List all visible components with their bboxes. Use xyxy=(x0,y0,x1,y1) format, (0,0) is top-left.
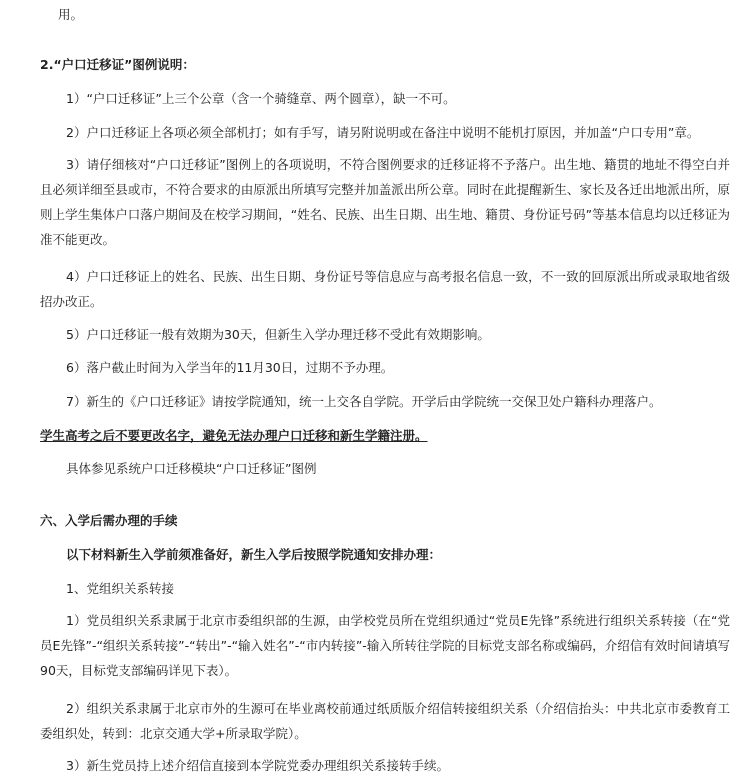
section-heading-residence-permit: 2.“户口迁移证”图例说明： xyxy=(40,57,195,72)
section-heading-enrollment-procedures: 六、入学后需办理的手续 xyxy=(40,513,178,528)
text-fragment: 用。 xyxy=(58,7,84,22)
section-intro: 以下材料新生入学前须准备好，新生入学后按照学院通知安排办理： xyxy=(66,547,442,562)
list-item: 2）户口迁移证上各项必须全部机打；如有手写，请另附说明或在备注中说明不能机打原因，并加盖“户口专用”章。 xyxy=(66,125,700,140)
list-item: 2）组织关系隶属于北京市外的生源可在毕业离校前通过纸质版介绍信转接组织关系（介绍信抬头：中共北京市委教育工委组织处，转到：北京交通大学+所录取学院）。 xyxy=(40,701,730,741)
list-item: 7）新生的《户口迁移证》请按学院通知，统一上交各自学院。开学后由学院统一交保卫处户籍科办理落户。 xyxy=(66,394,662,409)
name-change-warning: 学生高考之后不要更改名字，避免无法办理户口迁移和新生学籍注册。 xyxy=(40,428,428,443)
list-item: 5）户口迁移证一般有效期为30天，但新生入学办理迁移不受此有效期影响。 xyxy=(66,327,490,342)
list-item: 1）“户口迁移证”上三个公章（含一个骑缝章、两个圆章），缺一不可。 xyxy=(66,91,456,106)
list-item: 1）党员组织关系隶属于北京市委组织部的生源，由学校党员所在党组织通过“党员E先锋”系统进行组织关系转接（在“党员E先锋”-“组织关系转接”-“转出”-“输入姓名”-“市内转接”-输入所转往学院的目标党支部名称或编码，介绍信有效时间请填写90天，目标党支部编码详见下表）。 xyxy=(40,613,730,678)
subsection-heading-party-transfer: 1、党组织关系转接 xyxy=(66,581,174,596)
list-item: 3）请仔细核对“户口迁移证”图例上的各项说明，不符合图例要求的迁移证将不予落户。出生地、籍贯的地址不得空白并且必须详细至县或市，不符合要求的由原派出所填写完整并加盖派出所公章。同时在此提醒新生、家长及各迁出地派出所，原则上学生集体户口落户期间及在校学习期间，“姓名、民族、出生日期、出生地、籍贯、身份证号码”等基本信息均以迁移证为准不能更改。 xyxy=(40,157,730,247)
list-item: 6）落户截止时间为入学当年的11月30日，过期不予办理。 xyxy=(66,360,394,375)
reference-note: 具体参见系统户口迁移模块“户口迁移证”图例 xyxy=(66,461,317,476)
list-item: 4）户口迁移证上的姓名、民族、出生日期、身份证号等信息应与高考报名信息一致，不一致的回原派出所或录取地省级招办改正。 xyxy=(40,269,730,309)
list-item: 3）新生党员持上述介绍信直接到本学院党委办理组织关系接转手续。 xyxy=(66,758,449,773)
